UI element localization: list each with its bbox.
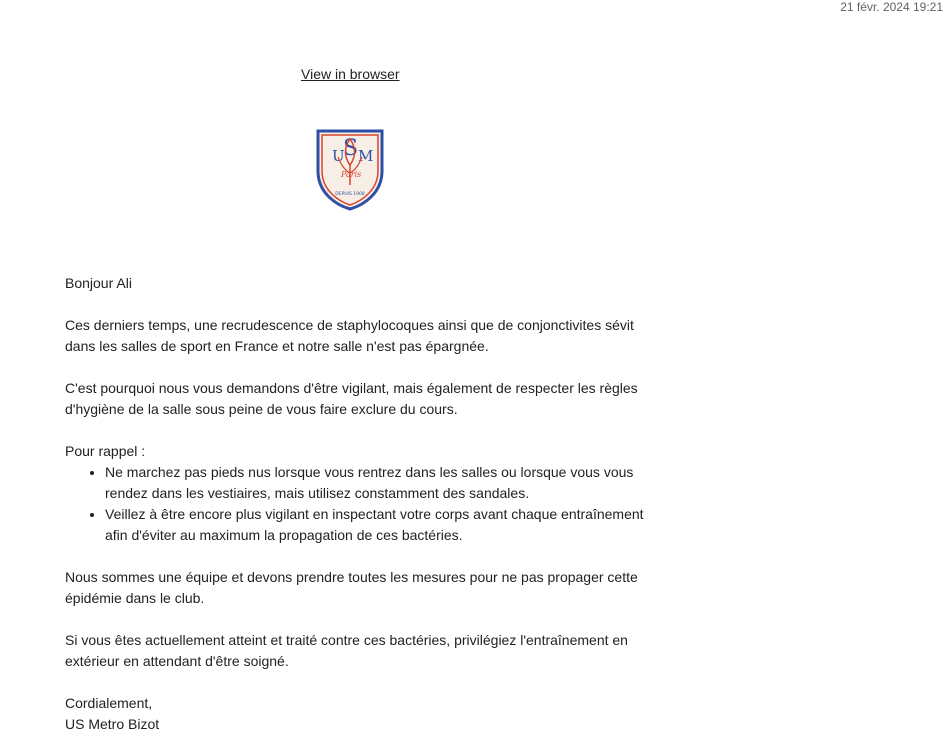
paragraph-4: Si vous êtes actuellement atteint et traité contre ces bactéries, privilégiez l'entraînement en extérieur en attendant d'être soigné. — [65, 632, 628, 669]
email-timestamp: 21 févr. 2024 19:21 — [840, 0, 943, 14]
reminder-title: Pour rappel : — [65, 443, 146, 459]
svg-text:Paris: Paris — [341, 170, 362, 179]
reminder-item: • Ne marchez pas pieds nus lorsque vous rentrez dans les salles ou lorsque vous vous rendez dans les vestiaires, mais utilisez constamment des sandales. — [105, 462, 645, 504]
email-body — [65, 273, 645, 735]
svg-text:S: S — [343, 136, 359, 161]
closing: Cordialement, — [65, 695, 153, 711]
svg-text:U: U — [332, 147, 345, 165]
svg-text:DEPUIS 1908: DEPUIS 1908 — [335, 192, 365, 197]
paragraph-2: C'est pourquoi nous vous demandons d'être vigilant, mais également de respecter les règles d'hygiène de la salle sous peine de vous faire exclure du cours. — [65, 380, 638, 417]
signature: US Metro Bizot — [65, 716, 160, 732]
club-logo — [314, 127, 386, 211]
greeting: Bonjour Ali — [65, 275, 132, 291]
paragraph-3: Nous sommes une équipe et devons prendre toutes les mesures pour ne pas propager cette épidémie dans le club. — [65, 569, 638, 606]
reminder-list — [65, 462, 645, 546]
svg-text:M: M — [358, 147, 374, 165]
view-in-browser-link[interactable]: View in browser — [301, 66, 400, 82]
paragraph-1: Ces derniers temps, une recrudescence de staphylocoques ainsi que de conjonctivites sévit dans les salles de sport en France et notre salle n'est pas épargnée. — [65, 317, 634, 354]
reminder-item: • Veillez à être encore plus vigilant en inspectant votre corps avant chaque entraînement afin d'éviter au maximum la propagation de ces bactéries. — [105, 504, 645, 546]
